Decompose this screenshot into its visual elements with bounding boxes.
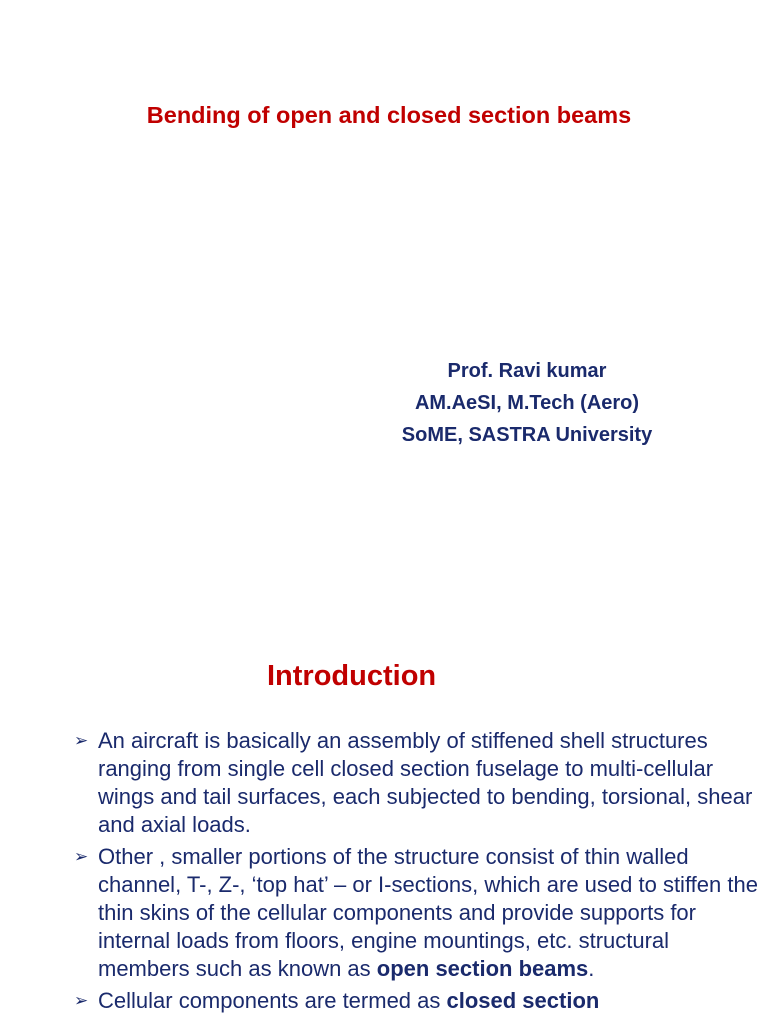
bullet-bold-term: closed section (446, 988, 600, 1013)
bullet-item (74, 727, 764, 839)
arrow-bullet-icon: ➢ (74, 731, 89, 750)
bullet-item (74, 987, 764, 1015)
bullet-list (74, 727, 764, 1019)
bullet-text: Cellular components are termed as (98, 988, 447, 1013)
arrow-bullet-icon: ➢ (74, 847, 89, 866)
author-qualification: AM.AeSI, M.Tech (Aero) (414, 392, 640, 414)
slide-title: Bending of open and closed section beams (146, 102, 632, 128)
author-affiliation: SoME, SASTRA University (401, 424, 653, 446)
bullet-text: Other , smaller portions of the structure consist of thin walled channel, T-, Z-, ‘top hat’ – or I-sections, which are used to stiffen the thin skins of the cellular components and provide supports for internal loads from floors, engine mountings, etc. structural members such as known as (98, 844, 758, 981)
author-block (352, 355, 702, 451)
bullet-text: An aircraft is basically an assembly of stiffened shell structures ranging from single cell closed section fuselage to multi-cellular wings and tail surfaces, each subjected to bending, torsional, shear and axial loads. (98, 728, 753, 837)
author-name: Prof. Ravi kumar (447, 360, 607, 382)
arrow-bullet-icon: ➢ (74, 991, 89, 1010)
bullet-suffix: . (588, 956, 595, 981)
bullet-item (74, 843, 764, 983)
bullet-bold-term: open section beams (376, 956, 589, 981)
section-heading: Introduction (267, 660, 437, 692)
